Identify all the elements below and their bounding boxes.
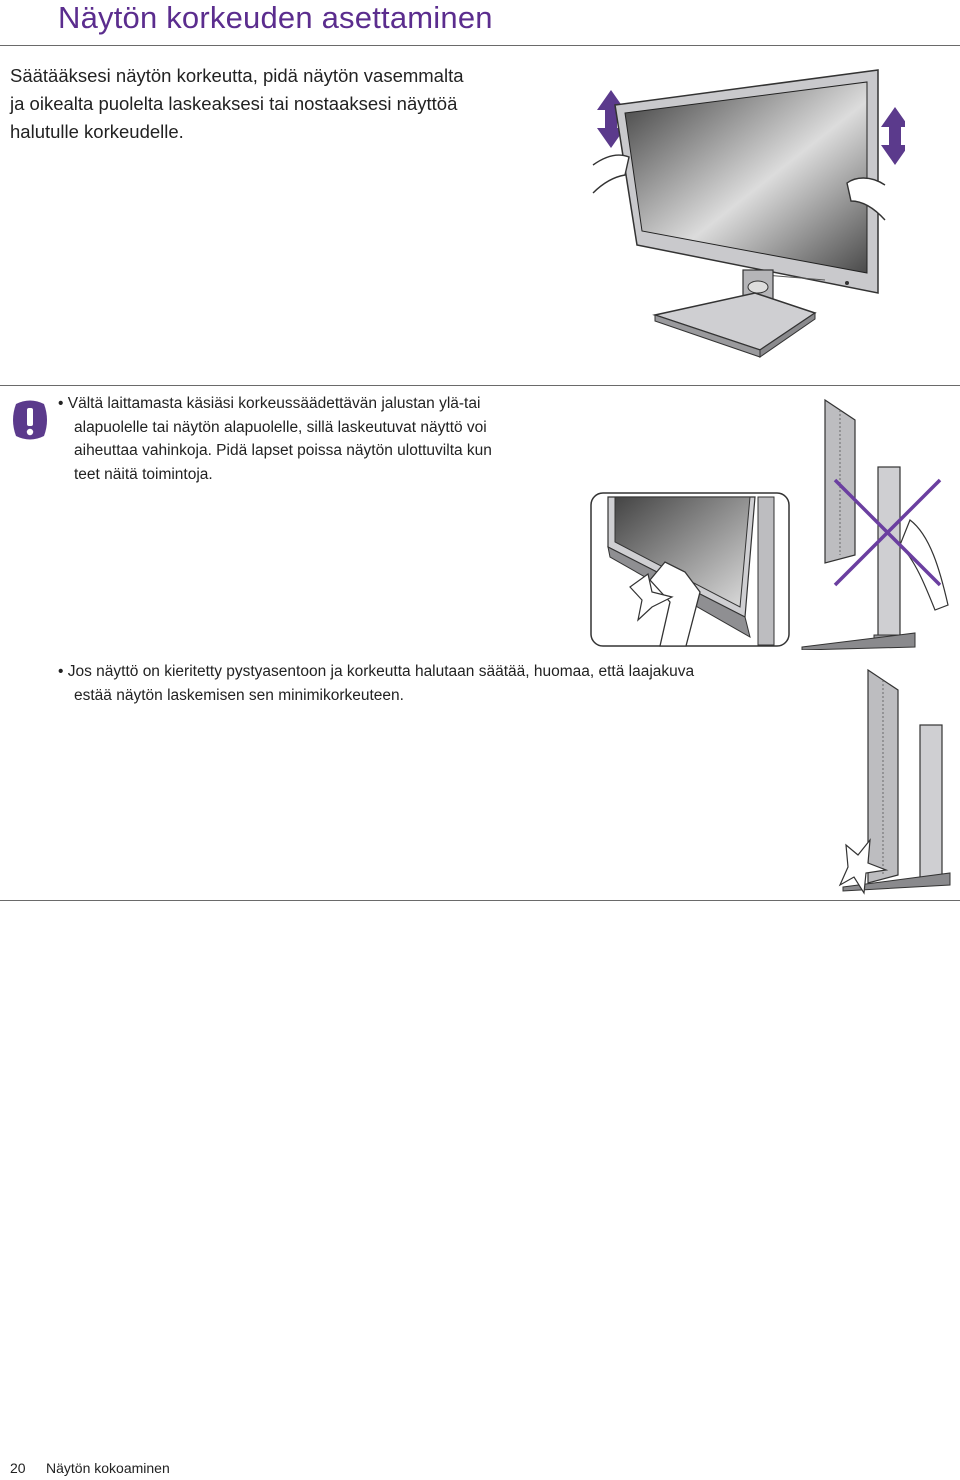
divider-middle xyxy=(0,385,960,386)
warning-line: aiheuttaa vahinkoja. Pidä lapset poissa näytön ulottuvilta kun xyxy=(74,442,492,459)
divider-top xyxy=(0,45,960,46)
page-number: 20 xyxy=(10,1460,26,1476)
portrait-side-view-illustration xyxy=(838,665,958,895)
note-text xyxy=(58,660,818,707)
warning-line: • Vältä laittamasta käsiäsi korkeussäädettävän jalustan ylä-tai xyxy=(58,395,481,412)
up-down-arrow-icon xyxy=(881,107,905,165)
intro-line: ja oikealta puolelta laskeaksesi tai nostaaksesi näyttöä xyxy=(10,93,458,114)
intro-line: halutulle korkeudelle. xyxy=(10,121,184,142)
exclamation-icon xyxy=(10,398,50,442)
pinch-hazard-illustration xyxy=(590,492,790,647)
warning-line: teet näitä toimintoja. xyxy=(74,465,213,483)
warning-text xyxy=(58,392,578,486)
intro-line: Säätääksesi näytön korkeutta, pidä näytön vasemmalta xyxy=(10,65,464,86)
note-line: • Jos näyttö on kieritetty pystyasentoon ja korkeutta halutaan säätää, huomaa, että laajakuva xyxy=(58,663,695,680)
page-title: Näytön korkeuden asettaminen xyxy=(58,0,493,35)
warning-line: alapuolelle tai näytön alapuolelle, sillä laskeutuvat näyttö voi xyxy=(74,418,487,436)
side-view-crossed-illustration xyxy=(800,395,950,650)
intro-paragraph xyxy=(10,62,570,146)
divider-bottom xyxy=(0,900,960,901)
note-line: estää näytön laskemisen sen minimikorkeuteen. xyxy=(74,686,404,704)
monitor-height-illustration xyxy=(585,65,905,365)
section-name: Näytön kokoaminen xyxy=(46,1460,170,1476)
